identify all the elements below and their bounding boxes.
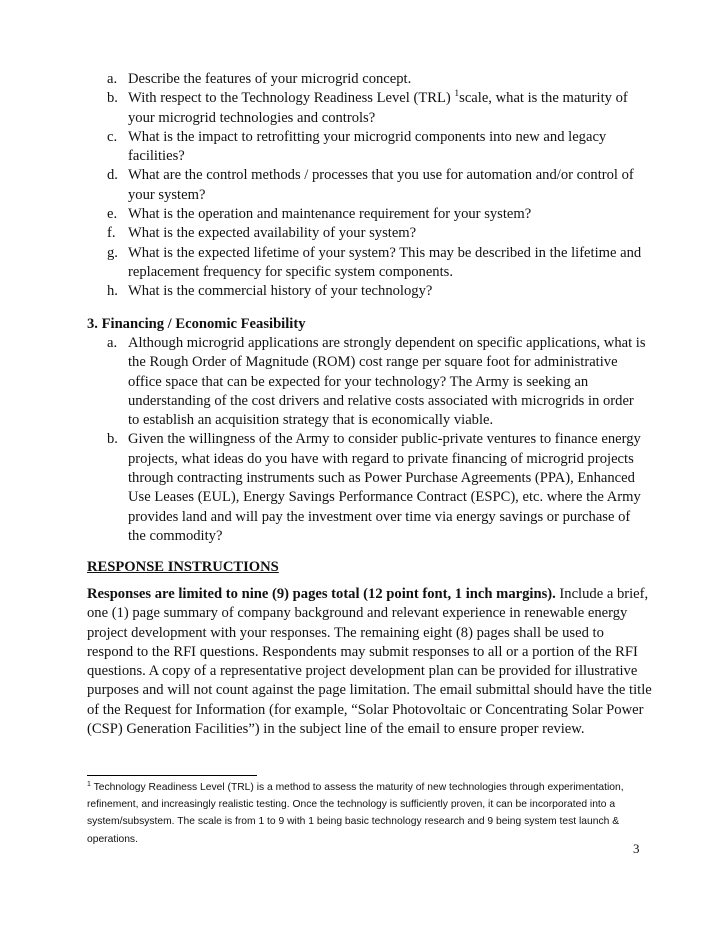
- list-item-text: What is the impact to retrofitting your microgrid components into new and legacy facilities?: [128, 128, 607, 165]
- list-marker: e.: [107, 206, 118, 223]
- list-marker: b.: [107, 90, 118, 107]
- list-item-text: Although microgrid applications are strongly dependent on specific applications, what is the Rough Order of Magnitude (ROM) cost range per square foot for administrative office space that can be expected for your technology? The Army is seeking an understanding of the cost drivers and relative costs associated with microgrids in order to establish an acquisition strategy that is economically viable.: [128, 335, 646, 429]
- list-item-text: What are the control methods / processes that you use for automation and/or control of your system?: [128, 167, 634, 203]
- list-marker: a.: [107, 335, 118, 351]
- footnote: [87, 779, 653, 848]
- footnote-separator: [87, 775, 257, 776]
- list-item-text: What is the expected availability of your system?: [128, 225, 417, 242]
- list-item: [0, 282, 728, 301]
- paragraph-text: Include a brief, one (1) page summary of company background and relevant experience in renewable energy project development with your responses. The remaining eight (8) pages shall be used to respond to the RFI questions. Respondents may submit responses to all or a portion of the RFI questions. A copy of a representative project development plan can be provided for illustrative purposes and will not count against the page limitation. The email submittal should have the title of the Request for Information (for example, “Solar Photovoltaic or Concentrating Solar Power (CSP) Generation Facilities”) in the subject line of the email to ensure proper review.: [87, 586, 652, 738]
- list-marker: a.: [107, 71, 118, 87]
- list-item: [0, 205, 728, 224]
- list-item-text: What is the commercial history of your technology?: [128, 283, 433, 300]
- list-item-text: With respect to the Technology Readiness Level (TRL): [128, 90, 455, 107]
- list-marker: h.: [107, 283, 118, 300]
- list-item-text: What is the expected lifetime of your system? This may be described in the lifetime and replacement frequency for specific system components.: [128, 244, 642, 280]
- list-item: [0, 224, 728, 243]
- list-item: [0, 128, 728, 167]
- list-item: [0, 334, 728, 430]
- list-marker: c.: [107, 128, 118, 145]
- list-item-text: What is the operation and maintenance requirement for your system?: [128, 206, 532, 223]
- list-item-text: Given the willingness of the Army to consider public-private ventures to finance energy projects, what ideas do you have with regard to private financing of microgrid projects through contracting instruments such as Power Purchase Agreements (PPA), Enhanced Use Leases (EUL), Energy Savings Performance Contract (ESPC), etc. where the Army provides land and will pay the investment over time via energy savings or purchase of the commodity?: [128, 431, 641, 544]
- list-item: [0, 89, 728, 128]
- list-marker: b.: [107, 431, 118, 448]
- response-instructions-paragraph: [87, 585, 653, 739]
- section-heading-response-instructions: RESPONSE INSTRUCTIONS: [87, 559, 279, 575]
- footnote-number: 1: [87, 781, 91, 788]
- list-item: [0, 70, 728, 89]
- list-item-text: Describe the features of your microgrid concept.: [128, 71, 412, 87]
- section-heading-financing: 3. Financing / Economic Feasibility: [87, 316, 306, 332]
- question-list: [0, 70, 728, 302]
- list-marker: g.: [107, 244, 118, 261]
- bold-lead-text: Responses are limited to nine (9) pages total (12 point font, 1 inch margins).: [87, 586, 556, 602]
- list-item: [0, 166, 728, 205]
- footnote-text: Technology Readiness Level (TRL) is a method to assess the maturity of new technologies through experimentation, refinement, and increasingly realistic testing. Once the technology is sufficiently proven, it can be incorporated into a system/subsystem. The scale is from 1 to 9 with 1 being basic technology research and 9 being system test launch & operations.: [87, 782, 624, 845]
- financing-question-list: [0, 334, 728, 546]
- footnote-reference[interactable]: 1: [454, 89, 460, 100]
- list-item: [0, 244, 728, 283]
- list-item-text: scale, what is the maturity of your microgrid technologies and controls?: [128, 90, 628, 126]
- list-marker: f.: [107, 225, 116, 242]
- list-marker: d.: [107, 167, 118, 184]
- page-number: 3: [633, 841, 640, 856]
- list-item: [0, 430, 728, 546]
